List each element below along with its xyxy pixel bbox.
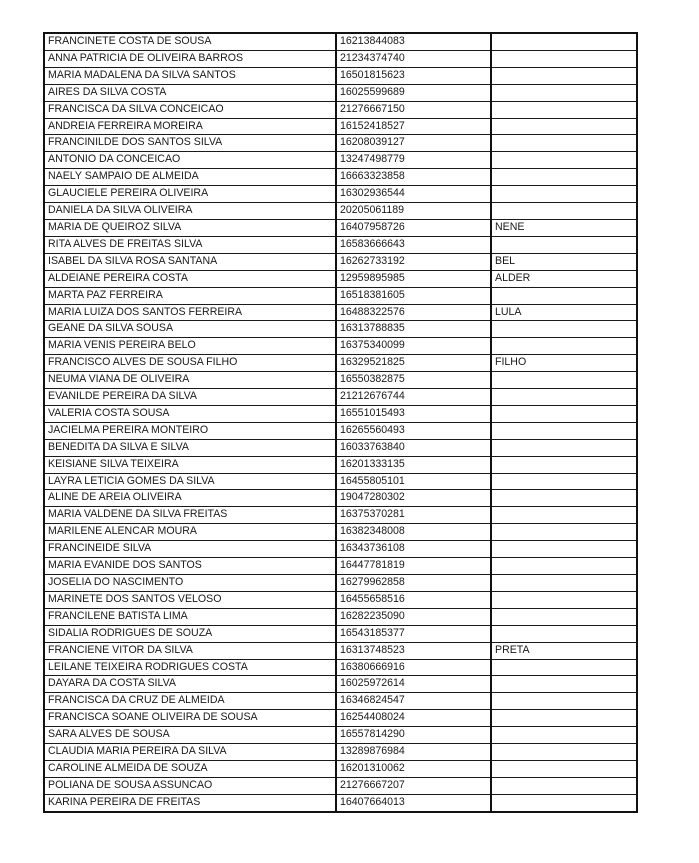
name-cell: BENEDITA DA SILVA E SILVA [44, 439, 336, 456]
table-row [44, 591, 637, 608]
table-row [44, 558, 637, 575]
table-row [44, 219, 637, 236]
table-row [44, 253, 637, 270]
nickname-cell [491, 558, 637, 575]
name-cell: RITA ALVES DE FREITAS SILVA [44, 236, 336, 253]
id-number-cell: 16213844083 [336, 33, 491, 50]
nickname-cell [491, 727, 637, 744]
nickname-cell [491, 101, 637, 118]
name-cell: VALERIA COSTA SOUSA [44, 405, 336, 422]
table-row [44, 777, 637, 794]
nickname-cell [491, 456, 637, 473]
name-cell: FRANCISCA SOANE OLIVEIRA DE SOUSA [44, 710, 336, 727]
nickname-cell [491, 659, 637, 676]
id-number-cell: 16488322576 [336, 304, 491, 321]
id-number-cell: 16313788835 [336, 321, 491, 338]
id-number-cell: 16346824547 [336, 693, 491, 710]
nickname-cell [491, 777, 637, 794]
id-number-cell: 16201310062 [336, 760, 491, 777]
id-number-cell: 16518381605 [336, 287, 491, 304]
id-number-cell: 16375370281 [336, 507, 491, 524]
name-cell: SARA ALVES DE SOUSA [44, 727, 336, 744]
name-cell: ANTONIO DA CONCEICAO [44, 152, 336, 169]
nickname-cell: ALDER [491, 270, 637, 287]
people-table-body [44, 33, 637, 812]
id-number-cell: 16254408024 [336, 710, 491, 727]
id-number-cell: 13247498779 [336, 152, 491, 169]
name-cell: FRANCISCA DA SILVA CONCEICAO [44, 101, 336, 118]
nickname-cell: PRETA [491, 642, 637, 659]
name-cell: NAELY SAMPAIO DE ALMEIDA [44, 169, 336, 186]
id-number-cell: 16543185377 [336, 625, 491, 642]
name-cell: ISABEL DA SILVA ROSA SANTANA [44, 253, 336, 270]
name-cell: CAROLINE ALMEIDA DE SOUZA [44, 760, 336, 777]
table-row [44, 67, 637, 84]
name-cell: MARIA VENIS PEREIRA BELO [44, 338, 336, 355]
name-cell: ANNA PATRICIA DE OLIVEIRA BARROS [44, 50, 336, 67]
table-row [44, 760, 637, 777]
name-cell: MARIA LUIZA DOS SANTOS FERREIRA [44, 304, 336, 321]
id-number-cell: 16025599689 [336, 84, 491, 101]
nickname-cell [491, 625, 637, 642]
nickname-cell [491, 236, 637, 253]
table-row [44, 794, 637, 811]
id-number-cell: 12959895985 [336, 270, 491, 287]
id-number-cell: 16152418527 [336, 118, 491, 135]
table-row [44, 389, 637, 406]
table-row [44, 270, 637, 287]
nickname-cell [491, 490, 637, 507]
table-row [44, 118, 637, 135]
table-row [44, 473, 637, 490]
table-row [44, 236, 637, 253]
nickname-cell [491, 405, 637, 422]
table-row [44, 203, 637, 220]
id-number-cell: 16583666643 [336, 236, 491, 253]
id-number-cell: 16265560493 [336, 422, 491, 439]
nickname-cell [491, 422, 637, 439]
nickname-cell [491, 321, 637, 338]
nickname-cell [491, 338, 637, 355]
name-cell: LEILANE TEIXEIRA RODRIGUES COSTA [44, 659, 336, 676]
nickname-cell [491, 169, 637, 186]
name-cell: CLAUDIA MARIA PEREIRA DA SILVA [44, 744, 336, 761]
id-number-cell: 16407958726 [336, 219, 491, 236]
name-cell: KARINA PEREIRA DE FREITAS [44, 794, 336, 811]
id-number-cell: 21212676744 [336, 389, 491, 406]
table-row [44, 338, 637, 355]
table-row [44, 490, 637, 507]
name-cell: MARTA PAZ FERREIRA [44, 287, 336, 304]
name-cell: FRANCISCO ALVES DE SOUSA FILHO [44, 355, 336, 372]
name-cell: FRANCISCA DA CRUZ DE ALMEIDA [44, 693, 336, 710]
table-row [44, 169, 637, 186]
nickname-cell [491, 473, 637, 490]
people-table [43, 32, 638, 813]
nickname-cell [491, 287, 637, 304]
nickname-cell [491, 118, 637, 135]
nickname-cell: FILHO [491, 355, 637, 372]
table-row [44, 575, 637, 592]
id-number-cell: 16550382875 [336, 372, 491, 389]
id-number-cell: 16329521825 [336, 355, 491, 372]
nickname-cell: NENE [491, 219, 637, 236]
nickname-cell [491, 541, 637, 558]
id-number-cell: 16033763840 [336, 439, 491, 456]
table-row [44, 84, 637, 101]
nickname-cell [491, 135, 637, 152]
nickname-cell [491, 710, 637, 727]
nickname-cell [491, 50, 637, 67]
table-row [44, 152, 637, 169]
name-cell: DAYARA DA COSTA SILVA [44, 676, 336, 693]
nickname-cell [491, 186, 637, 203]
table-row [44, 287, 637, 304]
name-cell: FRANCINETE COSTA DE SOUSA [44, 33, 336, 50]
table-row [44, 101, 637, 118]
name-cell: MARINETE DOS SANTOS VELOSO [44, 591, 336, 608]
id-number-cell: 16557814290 [336, 727, 491, 744]
table-row [44, 625, 637, 642]
nickname-cell [491, 744, 637, 761]
name-cell: MARIA MADALENA DA SILVA SANTOS [44, 67, 336, 84]
name-cell: AIRES DA SILVA COSTA [44, 84, 336, 101]
id-number-cell: 16551015493 [336, 405, 491, 422]
table-row [44, 693, 637, 710]
nickname-cell [491, 524, 637, 541]
table-row [44, 659, 637, 676]
name-cell: MARIA EVANIDE DOS SANTOS [44, 558, 336, 575]
id-number-cell: 21234374740 [336, 50, 491, 67]
name-cell: ALINE DE AREIA OLIVEIRA [44, 490, 336, 507]
table-row [44, 541, 637, 558]
name-cell: ANDREIA FERREIRA MOREIRA [44, 118, 336, 135]
name-cell: KEISIANE SILVA TEIXEIRA [44, 456, 336, 473]
id-number-cell: 16375340099 [336, 338, 491, 355]
nickname-cell [491, 389, 637, 406]
id-number-cell: 16343736108 [336, 541, 491, 558]
id-number-cell: 16382348008 [336, 524, 491, 541]
table-row [44, 135, 637, 152]
nickname-cell [491, 67, 637, 84]
id-number-cell: 16208039127 [336, 135, 491, 152]
id-number-cell: 16455658516 [336, 591, 491, 608]
name-cell: NEUMA VIANA DE OLIVEIRA [44, 372, 336, 389]
nickname-cell [491, 794, 637, 811]
name-cell: FRANCINILDE DOS SANTOS SILVA [44, 135, 336, 152]
table-row [44, 50, 637, 67]
name-cell: FRANCINEIDE SILVA [44, 541, 336, 558]
table-row [44, 405, 637, 422]
id-number-cell: 16279962858 [336, 575, 491, 592]
id-number-cell: 19047280302 [336, 490, 491, 507]
nickname-cell [491, 676, 637, 693]
name-cell: MARIA DE QUEIROZ SILVA [44, 219, 336, 236]
id-number-cell: 16455805101 [336, 473, 491, 490]
table-row [44, 304, 637, 321]
nickname-cell [491, 439, 637, 456]
nickname-cell [491, 760, 637, 777]
name-cell: MARIA VALDENE DA SILVA FREITAS [44, 507, 336, 524]
name-cell: GEANE DA SILVA SOUSA [44, 321, 336, 338]
name-cell: JOSELIA DO NASCIMENTO [44, 575, 336, 592]
nickname-cell [491, 84, 637, 101]
table-row [44, 642, 637, 659]
table-row [44, 456, 637, 473]
nickname-cell [491, 575, 637, 592]
nickname-cell [491, 591, 637, 608]
table-row [44, 524, 637, 541]
id-number-cell: 16380666916 [336, 659, 491, 676]
table-row [44, 676, 637, 693]
nickname-cell [491, 152, 637, 169]
table-row [44, 186, 637, 203]
id-number-cell: 16201333135 [336, 456, 491, 473]
table-row [44, 608, 637, 625]
name-cell: POLIANA DE SOUSA ASSUNCAO [44, 777, 336, 794]
id-number-cell: 13289876984 [336, 744, 491, 761]
table-row [44, 321, 637, 338]
table-row [44, 355, 637, 372]
nickname-cell [491, 608, 637, 625]
id-number-cell: 16282235090 [336, 608, 491, 625]
id-number-cell: 16302936544 [336, 186, 491, 203]
table-row [44, 744, 637, 761]
name-cell: FRANCILENE BATISTA LIMA [44, 608, 336, 625]
nickname-cell: BEL [491, 253, 637, 270]
table-row [44, 33, 637, 50]
id-number-cell: 21276667150 [336, 101, 491, 118]
id-number-cell: 16447781819 [336, 558, 491, 575]
id-number-cell: 20205061189 [336, 203, 491, 220]
nickname-cell [491, 33, 637, 50]
name-cell: JACIELMA PEREIRA MONTEIRO [44, 422, 336, 439]
id-number-cell: 16407664013 [336, 794, 491, 811]
id-number-cell: 16663323858 [336, 169, 491, 186]
name-cell: EVANILDE PEREIRA DA SILVA [44, 389, 336, 406]
table-row [44, 422, 637, 439]
nickname-cell [491, 693, 637, 710]
table-row [44, 710, 637, 727]
name-cell: SIDALIA RODRIGUES DE SOUZA [44, 625, 336, 642]
id-number-cell: 16501815623 [336, 67, 491, 84]
table-row [44, 727, 637, 744]
name-cell: MARILENE ALENCAR MOURA [44, 524, 336, 541]
name-cell: DANIELA DA SILVA OLIVEIRA [44, 203, 336, 220]
name-cell: ALDEIANE PEREIRA COSTA [44, 270, 336, 287]
table-row [44, 439, 637, 456]
id-number-cell: 16025972614 [336, 676, 491, 693]
id-number-cell: 16313748523 [336, 642, 491, 659]
nickname-cell [491, 372, 637, 389]
name-cell: FRANCIENE VITOR DA SILVA [44, 642, 336, 659]
id-number-cell: 16262733192 [336, 253, 491, 270]
table-row [44, 507, 637, 524]
id-number-cell: 21276667207 [336, 777, 491, 794]
nickname-cell: LULA [491, 304, 637, 321]
name-cell: GLAUCIELE PEREIRA OLIVEIRA [44, 186, 336, 203]
nickname-cell [491, 203, 637, 220]
table-row [44, 372, 637, 389]
nickname-cell [491, 507, 637, 524]
name-cell: LAYRA LETICIA GOMES DA SILVA [44, 473, 336, 490]
